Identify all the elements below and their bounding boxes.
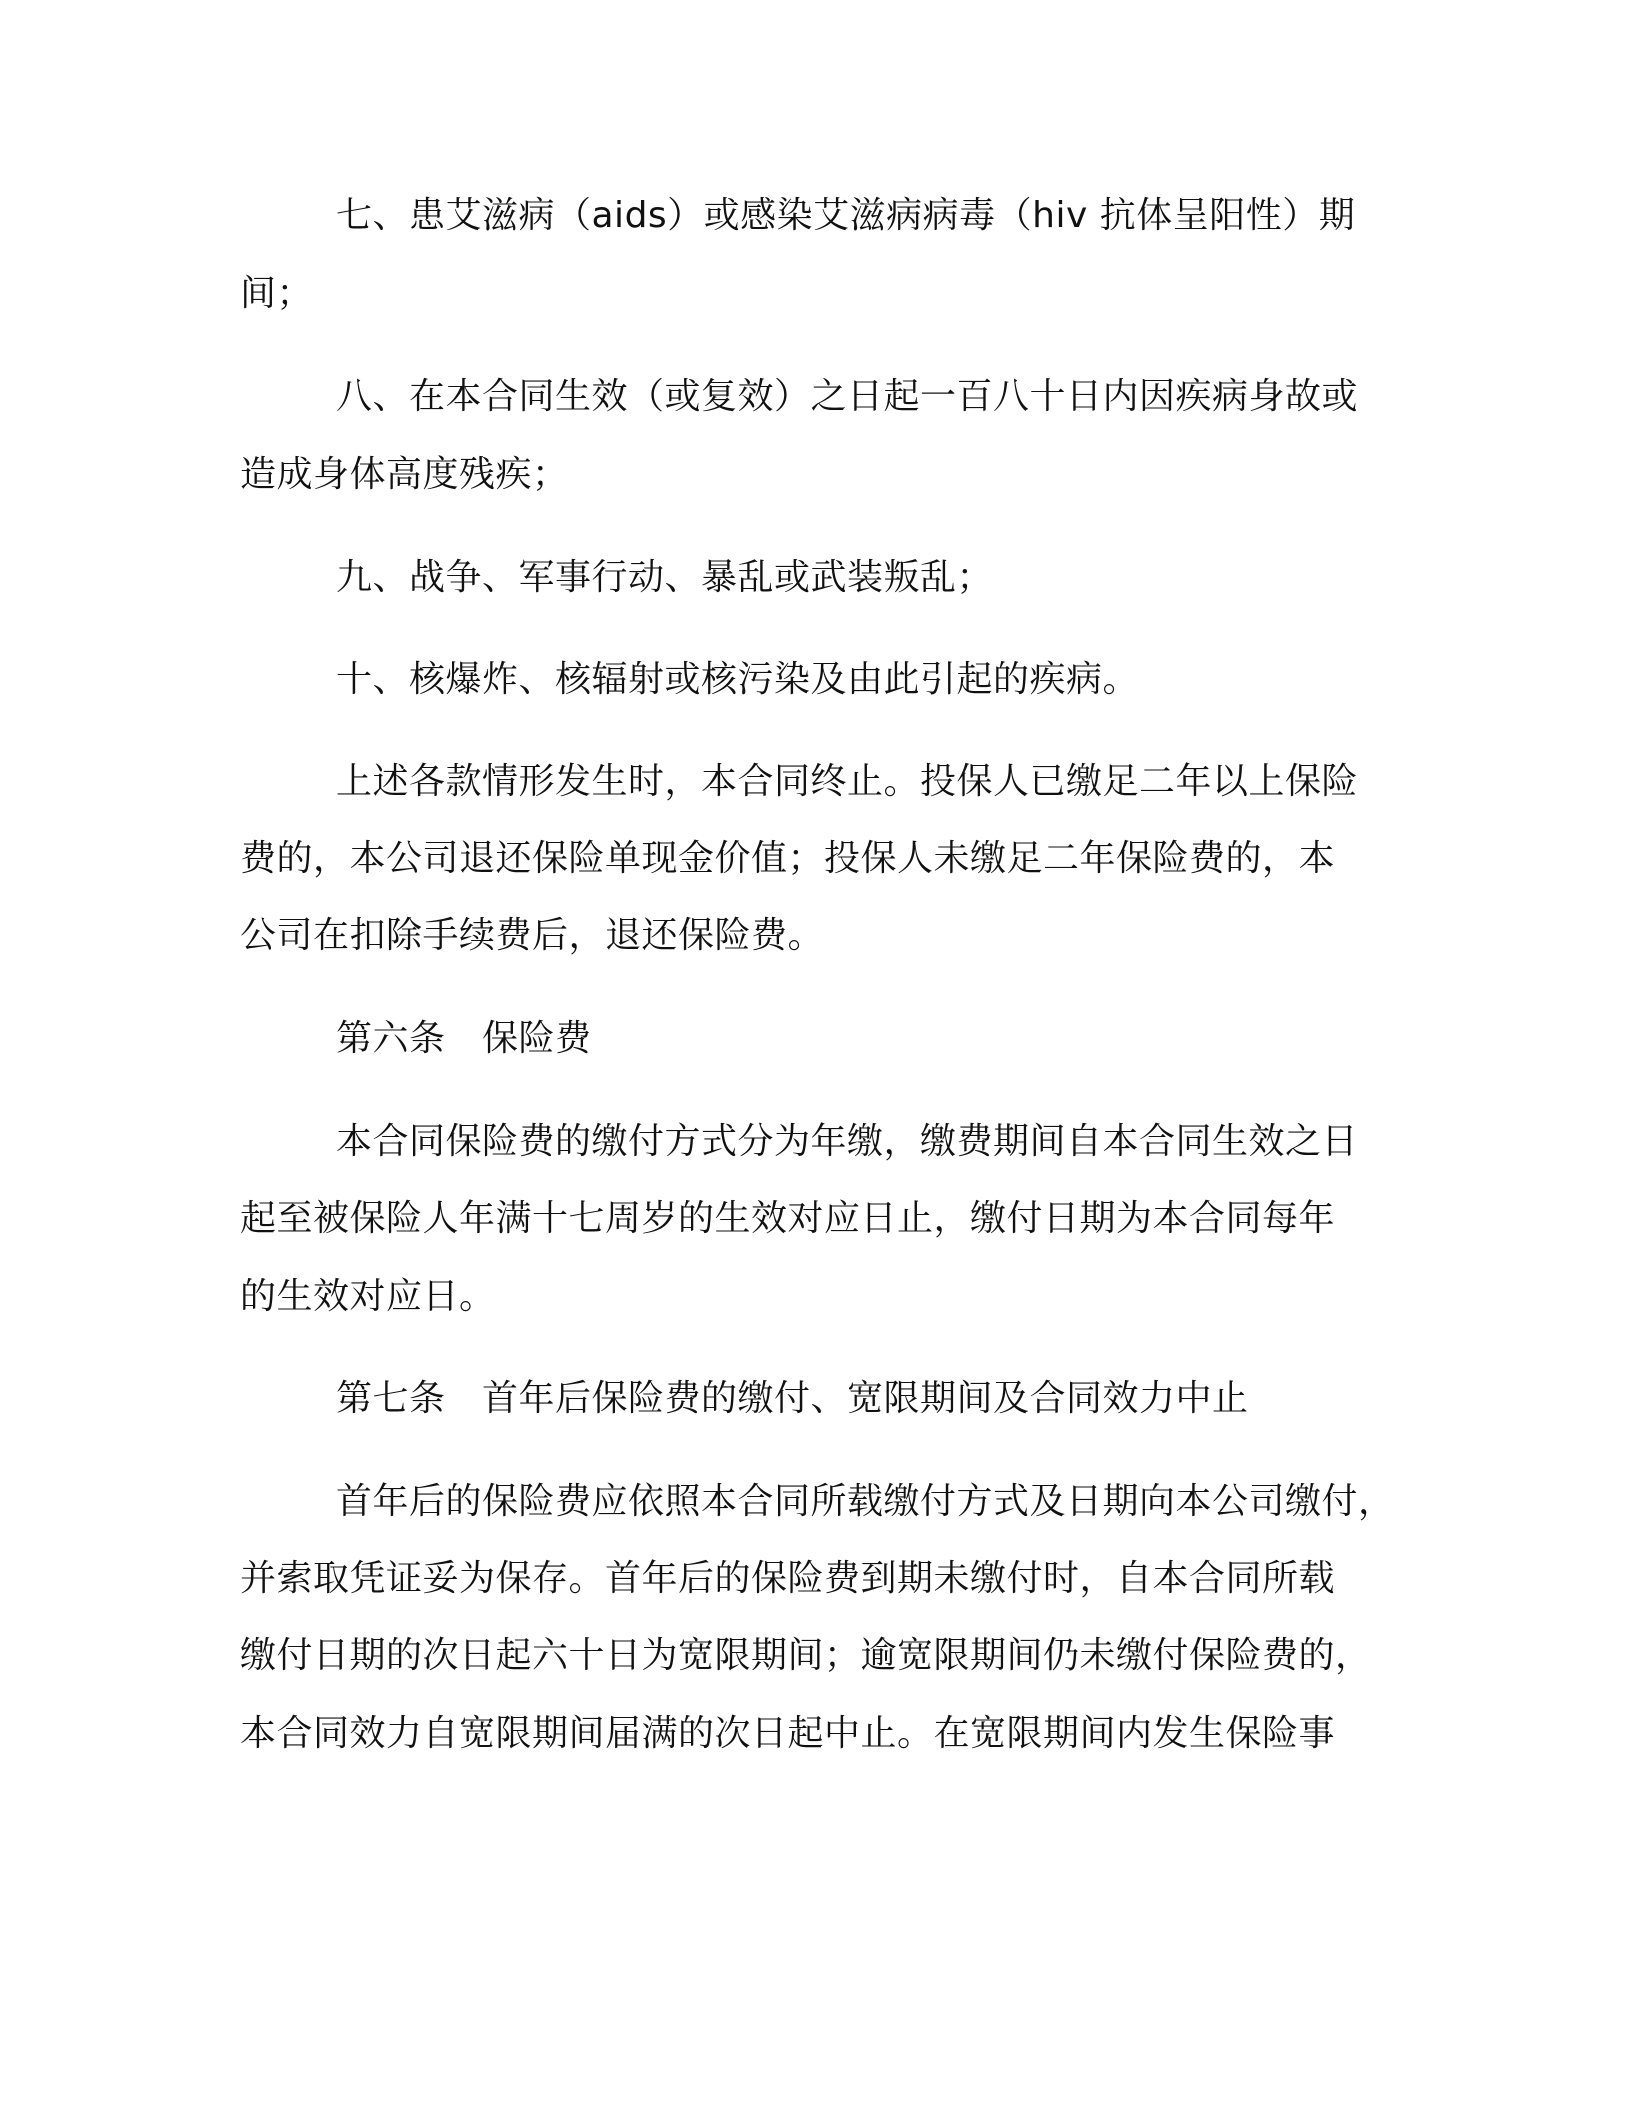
article-6-line-1: 本合同保险费的缴付方式分为年缴，缴费期间自本合同生效之日 xyxy=(336,1121,1359,1162)
item-10-line-1: 十、核爆炸、核辐射或核污染及由此引起的疾病。 xyxy=(336,659,1140,700)
item-7-line-1: 七、患艾滋病（aids）或感染艾滋病病毒（hiv 抗体呈阳性）期 xyxy=(336,195,1356,236)
article-7-line-3: 缴付日期的次日起六十日为宽限期间；逾宽限期间仍未缴付保险费的， xyxy=(240,1635,1372,1676)
article-6-line-2: 起至被保险人年满十七周岁的生效对应日止，缴付日期为本合同每年 xyxy=(240,1198,1336,1239)
termination-line-3: 公司在扣除手续费后，退还保险费。 xyxy=(240,915,825,956)
article-7-line-4: 本合同效力自宽限期间届满的次日起中止。在宽限期间内发生保险事 xyxy=(240,1713,1336,1754)
article-6-line-3: 的生效对应日。 xyxy=(240,1276,496,1317)
termination-line-1: 上述各款情形发生时，本合同终止。投保人已缴足二年以上保险 xyxy=(336,761,1359,802)
item-7-line-2: 间； xyxy=(240,273,314,314)
article-6-heading: 第六条 保险费 xyxy=(336,1018,592,1059)
article-7-line-2: 并索取凭证妥为保存。首年后的保险费到期未缴付时，自本合同所载 xyxy=(240,1558,1336,1599)
article-7-line-1: 首年后的保险费应依照本合同所载缴付方式及日期向本公司缴付， xyxy=(336,1481,1395,1522)
item-9-line-1: 九、战争、军事行动、暴乱或武装叛乱； xyxy=(336,557,994,598)
item-8-line-1: 八、在本合同生效（或复效）之日起一百八十日内因疾病身故或 xyxy=(336,376,1359,417)
item-8-line-2: 造成身体高度残疾； xyxy=(240,454,569,495)
termination-line-2: 费的，本公司退还保险单现金价值；投保人未缴足二年保险费的，本 xyxy=(240,838,1336,879)
article-7-heading: 第七条 首年后保险费的缴付、宽限期间及合同效力中止 xyxy=(336,1378,1249,1419)
